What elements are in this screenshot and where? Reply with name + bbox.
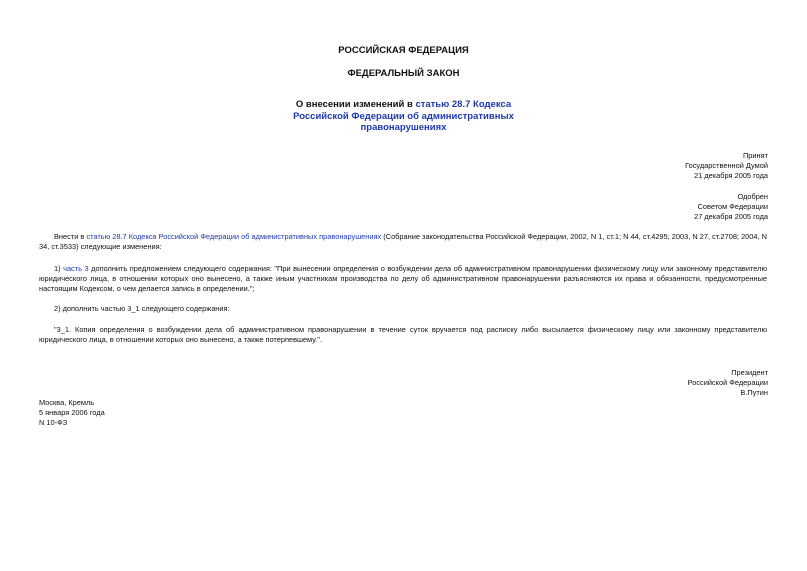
document-type-heading: ФЕДЕРАЛЬНЫЙ ЗАКОН — [347, 68, 460, 79]
paragraph-intro-end: (Собрание законодательства Российской Федерации, 2002, N 1, ст.1; N 44, ст.4295; 2003, N 27, ст.2708; 2004, N 34, ст.3533) следующие изменения: — [39, 232, 767, 252]
approved-date: 27 декабря 2005 года — [694, 212, 768, 222]
adopted-label: Принят — [742, 151, 768, 160]
paragraph-intro-start: Внести в — [54, 232, 87, 241]
adopted-block — [685, 151, 768, 182]
amendment-1-number: 1) — [54, 264, 64, 273]
part-3-link[interactable]: часть 3 — [63, 264, 89, 273]
signature-name: В.Путин — [740, 388, 768, 398]
signature-country: Российской Федерации — [687, 378, 768, 388]
approved-body: Советом Федерации — [697, 202, 768, 212]
law-title-prefix: О внесении изменений в — [295, 99, 416, 110]
law-title-link-part2[interactable]: Российской Федерации об административных — [293, 110, 514, 122]
paragraph-intro — [39, 232, 767, 252]
approved-label: Одобрен — [737, 192, 768, 201]
paragraph-amendment-1 — [39, 264, 767, 295]
place: Москва, Кремль — [39, 398, 95, 407]
place-date-block — [39, 398, 105, 429]
signature-block — [688, 368, 768, 399]
adopted-body: Государственной Думой — [685, 161, 768, 171]
code-article-link[interactable]: статью 28.7 Кодекса Российской Федерации об административных правонарушениях — [86, 232, 382, 241]
amendment-1-text: дополнить предложением следующего содержания: "При вынесении определения о возбуждении дела об административном правонарушении физическому лицу или законному представителю юридического лица, в отношении которых оно вынесено, а также иным участникам производства по делу об административном правонарушении разъясняются их права и обязанности, предусмотренные настоящим Кодексом, о чем делается запись в определении."; — [39, 264, 768, 294]
adopted-date: 21 декабря 2005 года — [694, 171, 768, 181]
law-number: N 10-ФЗ — [39, 418, 68, 428]
approved-block — [694, 192, 768, 223]
law-title — [0, 99, 807, 134]
signature-title: Президент — [731, 368, 768, 377]
signing-date: 5 января 2006 года — [39, 408, 105, 418]
paragraph-amendment-2: 2) дополнить частью 3_1 следующего содержания: — [54, 304, 230, 313]
paragraph-part-3-1: "3_1. Копия определения о возбуждении дела об административном правонарушении в течение суток вручается под расписку либо высылается физическому лицу или законному представителю юридического лица, в отношении которых оно вынесено, а также потерпевшему.". — [39, 325, 767, 345]
law-title-link-part1[interactable]: статью 28.7 Кодекса — [415, 99, 512, 110]
country-heading: РОССИЙСКАЯ ФЕДЕРАЦИЯ — [338, 45, 469, 56]
law-title-link-part3[interactable]: правонарушениях — [360, 122, 447, 133]
